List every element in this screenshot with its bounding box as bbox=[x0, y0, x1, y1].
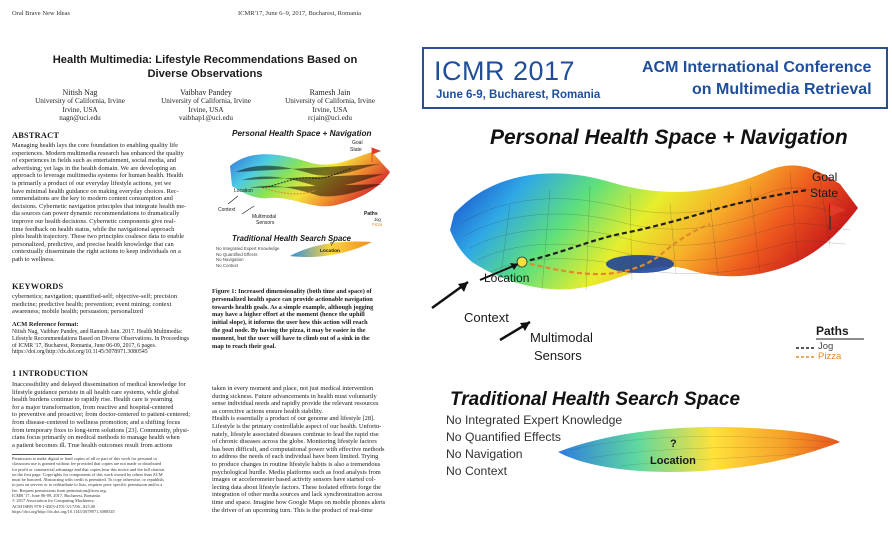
text-line: experiences. Modern multimedia research has enhanced the quality bbox=[12, 149, 184, 157]
author-email: vaibhap1@uci.edu bbox=[179, 114, 233, 123]
trad-item: No Integrated Expert Knowledge bbox=[216, 246, 280, 251]
poster-context-label: Context bbox=[464, 310, 509, 325]
text-line: Health is essentially a product of our genome and lifestyle [28]. bbox=[212, 415, 375, 423]
text-line: ICMR '17, June 06-09, 2017, Bucharest, Romania bbox=[12, 493, 100, 499]
small-paths-label: Paths bbox=[364, 211, 378, 217]
text-line: moment, but the user will have to climb out of a sink in the bbox=[212, 334, 370, 342]
acm-conference-line1: ACM International Conference bbox=[642, 59, 872, 76]
small-sensors-label: Sensors bbox=[256, 220, 275, 226]
poster-panel bbox=[420, 0, 892, 536]
poster-goal-label: Goal bbox=[812, 170, 838, 184]
text-line: of experiences in fields such as entertainment, social media, and bbox=[12, 157, 177, 165]
text-line: Nitish Nag, Vaibhav Pandey, and Ramesh Jain. 2017. Health Multimedia: bbox=[12, 329, 183, 335]
text-line: of chronic diseases across the globe. Monitoring lifestyle factors bbox=[212, 438, 377, 446]
poster-state-label: State bbox=[810, 186, 839, 200]
icmr-title: ICMR 2017 bbox=[434, 56, 576, 86]
footnote-rule bbox=[12, 454, 72, 455]
text-line: have minimal health guidance on making everyday choices. Rec- bbox=[12, 187, 179, 195]
figure-1-caption bbox=[212, 288, 408, 350]
text-line: advertising; yet lags in the health domain. We are developing an bbox=[12, 164, 176, 172]
text-line: sense individual needs and rapidly provide the relevant resources bbox=[212, 400, 379, 408]
small-goal-label: Goal bbox=[352, 140, 363, 146]
trad-item: No Navigation bbox=[216, 257, 244, 263]
text-line: the goal node. By having the pizza, it may be easier in the bbox=[212, 326, 366, 334]
abstract-body bbox=[12, 142, 208, 264]
small-trad-qmark: ? bbox=[330, 242, 334, 248]
figure-1-small bbox=[212, 128, 402, 280]
text-line: ommendations are the key to modern content consumption and bbox=[12, 195, 173, 203]
author-name: Nitish Nag bbox=[62, 88, 98, 97]
poster-sensors-label: Sensors bbox=[534, 348, 582, 363]
author-city: Irvine, USA bbox=[188, 105, 224, 114]
text-line: integration of other media sources and lack synchronization across bbox=[212, 491, 383, 499]
paper-page bbox=[0, 0, 410, 536]
acm-conference-line2: on Multimedia Retrieval bbox=[692, 81, 872, 98]
text-line: may have a higher effort at the moment (hence the uphill bbox=[212, 311, 365, 319]
poster-trad-qmark: ? bbox=[670, 438, 677, 450]
text-line: lifestyle guidance persists in all health care systems, while global bbox=[12, 388, 179, 396]
small-fig-title: Personal Health Space + Navigation bbox=[232, 129, 372, 138]
text-line: health burdens continue to rapidly rise. Health care is yearning bbox=[12, 396, 173, 404]
text-line: taken in every moment and place, not just medical intervention bbox=[212, 385, 374, 392]
text-line: from temporary fixes to long-term solutions [23]. Community, physi- bbox=[12, 426, 190, 434]
small-location-label: Location bbox=[234, 188, 253, 194]
text-line: as corrective actions ensure health stability. bbox=[212, 407, 324, 415]
keywords-body bbox=[12, 293, 208, 316]
text-line: medicine; predictive health; prevention; event mining; context bbox=[12, 300, 172, 308]
trad-item: No Quantified Effects bbox=[446, 430, 561, 444]
author-affiliation: University of California, Irvine bbox=[161, 97, 251, 106]
text-line: contextually disseminate the right actions to keep individuals on a bbox=[12, 248, 181, 256]
paper-title-line2: Diverse Observations bbox=[147, 68, 263, 80]
author-block-2 bbox=[145, 89, 267, 123]
text-line: Permission to make digital or hard copies of all or part of this work for personal or bbox=[12, 456, 158, 461]
icmr-date: June 6-9, Bucharest, Romania bbox=[436, 89, 601, 101]
text-line: Managing health lays the core foundation to enabling quality life bbox=[12, 142, 178, 149]
text-line: psychological hurdle. Media platforms such as food analysis from bbox=[212, 468, 381, 476]
text-line: fee. Request permissions from permissions@acm.org. bbox=[12, 487, 107, 493]
text-line: Figure 1: Increased dimensionality (both time and space) of bbox=[212, 288, 372, 295]
poster-trad-list bbox=[446, 412, 622, 480]
poster-trad-location: Location bbox=[650, 455, 696, 467]
text-line: ACM ISBN 978-1-4503-4701-3/17/06...$15.00 bbox=[12, 503, 96, 509]
poster-paths-label: Paths bbox=[816, 324, 849, 338]
author-email: rcjain@uci.edu bbox=[308, 114, 352, 123]
poster-fig-title: Personal Health Space + Navigation bbox=[490, 126, 848, 149]
small-context-label: Context bbox=[218, 207, 236, 213]
text-line: classroom use is granted without fee provided that copies are not made or distributed bbox=[12, 461, 162, 467]
text-line: of ICMR '17, Bucharest, Romania, June 06-09, 2017, 6 pages. bbox=[12, 342, 157, 349]
conference-banner bbox=[422, 47, 888, 109]
trad-item: No Context bbox=[216, 262, 238, 268]
small-trad-title: Traditional Health Search Space bbox=[232, 234, 352, 243]
running-header-left: Oral Brave New Ideas bbox=[12, 10, 70, 17]
trad-item: No Context bbox=[446, 464, 507, 478]
author-block-1 bbox=[20, 89, 140, 123]
text-line: map to reach their goal. bbox=[212, 342, 276, 350]
text-line: https://doi.org/http://dx.doi.org/10.1145/3078971.3080545 bbox=[12, 349, 148, 356]
permission-footnote bbox=[12, 456, 208, 514]
small-state-label: State bbox=[350, 147, 362, 153]
text-line: nately, lifestyle associated diseases continue to lead the rapid rise bbox=[212, 430, 379, 438]
trad-item: No Integrated Expert Knowledge bbox=[446, 413, 623, 427]
text-line: decisions. Cybernetic navigation principles that integrate health me- bbox=[12, 202, 187, 210]
text-line: for profit or commercial advantage and that copies bear this notice and the full citation bbox=[12, 466, 165, 472]
text-line: on the first page. Copyrights for components of this work owned by others than ACM bbox=[12, 471, 163, 477]
text-line: © 2017 Association for Computing Machinery. bbox=[12, 498, 95, 504]
text-line: plots health trajectory. These two principles coalesce data to enable bbox=[12, 233, 184, 241]
acm-ref-heading: ACM Reference format: bbox=[12, 321, 79, 328]
running-header-right: ICMR'17, June 6–9, 2017, Bucharest, Romania bbox=[238, 10, 362, 17]
intro-heading: 1 INTRODUCTION bbox=[12, 369, 89, 378]
text-line: time feedback on health status, while the navigational approach bbox=[12, 225, 175, 233]
text-line: must be honored. Abstracting with credit is permitted. To copy otherwise, or republish, bbox=[12, 477, 165, 483]
column-2-body bbox=[212, 385, 408, 514]
valley-sink bbox=[606, 255, 674, 273]
author-email: nagn@uci.edu bbox=[59, 114, 101, 123]
text-line: Lifestyle Recommendations Based on Diverse Observations. In Proceedings bbox=[12, 335, 190, 342]
trad-item: No Quantified Effects bbox=[216, 251, 258, 257]
small-trad-location: Location bbox=[320, 249, 340, 254]
small-jog-label: Jog bbox=[374, 217, 381, 222]
text-line: during sickness. Future advancements in health must voluntarily bbox=[212, 392, 377, 400]
poster-pizza-label: Pizza bbox=[818, 351, 842, 362]
small-pizza-label: Pizza bbox=[372, 222, 383, 227]
intro-body bbox=[12, 381, 208, 449]
text-line: Inaccessibility and delayed dissemination of medical knowledge for bbox=[12, 381, 186, 388]
text-line: has been difficult, and computational power with effective methods bbox=[212, 445, 385, 453]
text-line: personalized, predictive, and precise health knowledge that can bbox=[12, 240, 174, 248]
text-line: personalized health space can provide actionable navigation bbox=[212, 295, 373, 303]
text-line: images or accelerometer based activity sensors have started col- bbox=[212, 476, 376, 484]
text-line: time and space. Imagine how Google Maps on mobile phones alerts bbox=[212, 498, 386, 506]
acm-ref-body bbox=[12, 329, 208, 356]
text-line: approach to leverage multimedia systems for human health. Health bbox=[12, 172, 184, 180]
location-marker-icon bbox=[517, 257, 527, 267]
text-line: improve our health decisions. Cybernetic components give real- bbox=[12, 217, 176, 225]
poster-jog-label: Jog bbox=[818, 341, 834, 352]
text-line: https://doi.org/http://dx.doi.org/10.1145/3078971.3080545 bbox=[12, 508, 115, 514]
text-line: dia sources can power dynamic recommendations to dramatically bbox=[12, 210, 180, 218]
text-line: awareness; mobile health; persuasion; personalized bbox=[12, 308, 143, 316]
author-name: Ramesh Jain bbox=[309, 88, 351, 97]
text-line: is primarily a product of our everyday lifestyle actions, yet we bbox=[12, 179, 172, 187]
author-city: Irvine, USA bbox=[62, 105, 98, 114]
text-line: to preventive and proactive; from doctor-centered to patient-centered; bbox=[12, 411, 191, 419]
text-line: path to wellness. bbox=[12, 255, 55, 263]
text-line: cybernetics; navigation; quantified-self; objective-self; precision bbox=[12, 293, 178, 300]
author-affiliation: University of California, Irvine bbox=[285, 97, 375, 106]
text-line: for a major transformation, from reactive and hospital-centered bbox=[12, 403, 174, 411]
text-line: Lifestyle is the primary controllable aspect of our health. Unfortu- bbox=[212, 422, 382, 430]
author-city: Irvine, USA bbox=[312, 105, 348, 114]
small-multimodal-label: Multimodal bbox=[252, 214, 277, 220]
text-line: initial slope), it informs the user how this action will reach bbox=[212, 319, 368, 327]
abstract-heading: ABSTRACT bbox=[12, 131, 60, 140]
text-line: the driver of an upcoming turn. This is the product of real-time bbox=[212, 506, 373, 514]
text-line: to post on servers or to redistribute to lists, requires prior specific permission and/or a bbox=[12, 482, 163, 488]
poster-multimodal-label: Multimodal bbox=[530, 330, 593, 345]
text-line: from disease-centered to wellness promotion; and a shifting focus bbox=[12, 418, 181, 426]
paper-title-line1: Health Multimedia: Lifestyle Recommendations Based on bbox=[52, 54, 358, 66]
text-line: cians focus primarily on medical methods to manage health when bbox=[12, 434, 180, 442]
text-line: to address the needs of each individual have been limited. Trying bbox=[212, 453, 379, 461]
author-affiliation: University of California, Irvine bbox=[35, 97, 125, 106]
small-trad-list bbox=[216, 246, 279, 268]
text-line: to produce changes in routine lifestyle habits is also a tremendous bbox=[212, 460, 381, 468]
keywords-heading: KEYWORDS bbox=[12, 282, 64, 291]
poster-location-label: Location bbox=[484, 271, 530, 285]
trad-item: No Navigation bbox=[446, 447, 523, 461]
author-block-3 bbox=[268, 89, 392, 123]
text-line: towards health goals. As a simple example, although jogging bbox=[212, 303, 374, 311]
author-name: Vaibhav Pandey bbox=[180, 88, 232, 97]
text-line: a patient becomes ill. True health outcomes result from actions bbox=[12, 441, 173, 449]
poster-trad-title: Traditional Health Search Space bbox=[450, 389, 741, 410]
text-line: lecting data about lifestyle factors. These isolated efforts forge the bbox=[212, 483, 381, 491]
